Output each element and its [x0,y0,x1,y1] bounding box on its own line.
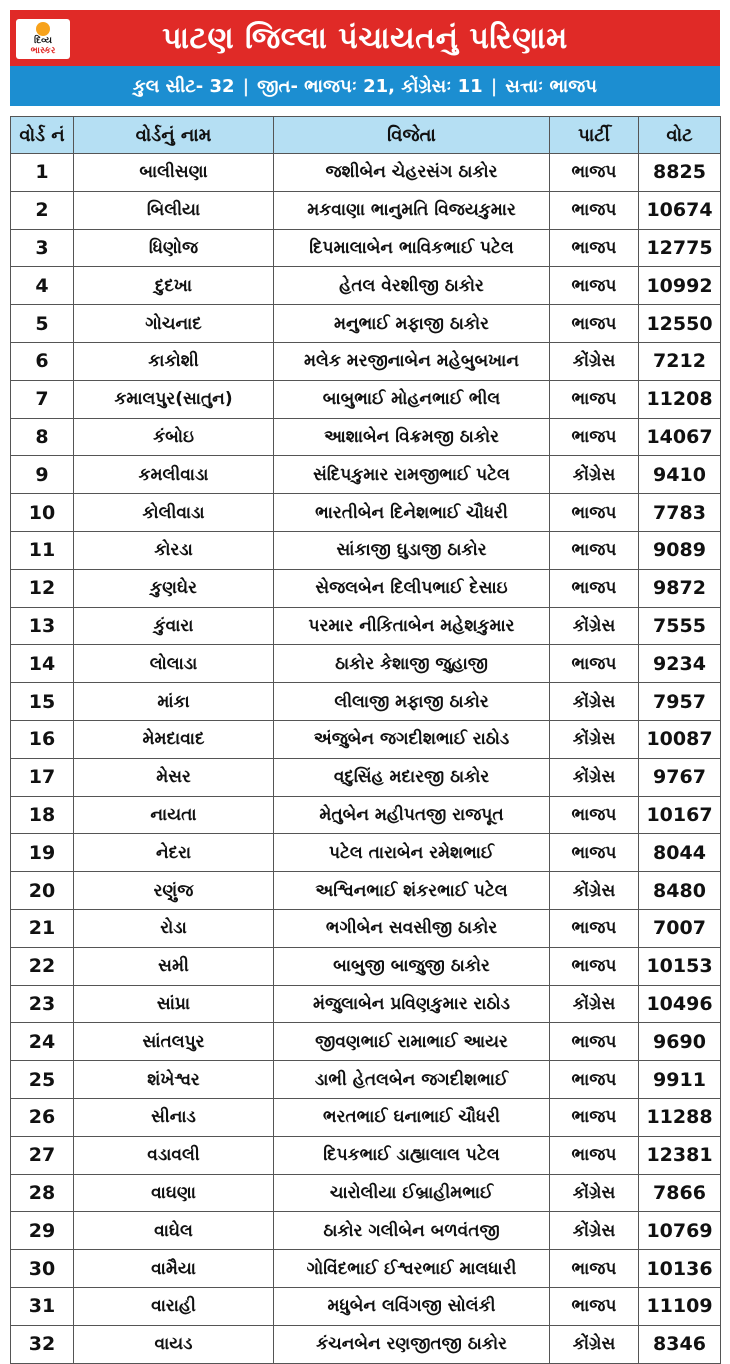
ward-no-cell: 11 [11,531,74,569]
party-cell: કોંગ્રેસ [550,456,639,494]
title-banner [10,10,720,66]
table-row [11,1098,721,1136]
party-cell: કોંગ્રેસ [550,1174,639,1212]
ward-no-cell: 16 [11,720,74,758]
ward-name-cell: રણુંજ [74,872,274,910]
ward-name-cell: કમાલપુર(સાતુન) [74,380,274,418]
votes-cell: 11109 [639,1287,721,1325]
votes-cell: 10769 [639,1212,721,1250]
ward-name-cell: બાલીસણા [74,154,274,192]
winner-cell: ડાભી હેતલબેન જગદીશભાઈ [274,1061,550,1099]
ward-no-cell: 25 [11,1061,74,1099]
table-row [11,796,721,834]
table-row [11,494,721,532]
table-row [11,645,721,683]
ward-name-cell: વામૈયા [74,1250,274,1288]
party-cell: ભાજપ [550,154,639,192]
table-row [11,531,721,569]
party-cell: ભાજપ [550,834,639,872]
votes-cell: 8480 [639,872,721,910]
ward-no-cell: 4 [11,267,74,305]
ward-name-cell: મેમદાવાદ [74,720,274,758]
table-row [11,1212,721,1250]
votes-cell: 7212 [639,342,721,380]
table-header-row [11,117,721,154]
table-row [11,1325,721,1363]
votes-cell: 12775 [639,229,721,267]
ward-name-cell: લોલાડા [74,645,274,683]
ward-name-cell: નાયતા [74,796,274,834]
ward-no-cell: 10 [11,494,74,532]
ward-name-cell: બિલીયા [74,191,274,229]
ward-no-cell: 9 [11,456,74,494]
ward-name-cell: કોલીવાડા [74,494,274,532]
table-row [11,1174,721,1212]
votes-cell: 14067 [639,418,721,456]
votes-cell: 10674 [639,191,721,229]
ward-name-cell: કાકોશી [74,342,274,380]
party-cell: ભાજપ [550,909,639,947]
votes-cell: 12381 [639,1136,721,1174]
ward-no-cell: 20 [11,872,74,910]
winner-cell: ભારતીબેન દિનેશભાઈ ચૌધરી [274,494,550,532]
votes-cell: 7866 [639,1174,721,1212]
ward-name-cell: કોરડા [74,531,274,569]
votes-cell: 8044 [639,834,721,872]
winner-cell: મધુબેન લવિંગજી સોલંકી [274,1287,550,1325]
votes-cell: 10153 [639,947,721,985]
table-row [11,342,721,380]
header-winner: વિજેતા [274,117,550,154]
ward-no-cell: 29 [11,1212,74,1250]
party-cell: ભાજપ [550,1250,639,1288]
party-cell: ભાજપ [550,1061,639,1099]
table-row [11,1287,721,1325]
header-votes: વોટ [639,117,721,154]
party-cell: ભાજપ [550,305,639,343]
ward-no-cell: 3 [11,229,74,267]
votes-cell: 7783 [639,494,721,532]
party-cell: ભાજપ [550,531,639,569]
party-cell: ભાજપ [550,645,639,683]
table-row [11,380,721,418]
votes-cell: 11288 [639,1098,721,1136]
won-seats: જીત- ભાજપઃ 21, કોંગ્રેસઃ 11 [257,75,483,97]
divider: | [490,75,498,97]
votes-cell: 10087 [639,720,721,758]
party-cell: ભાજપ [550,1098,639,1136]
party-cell: ભાજપ [550,1136,639,1174]
winner-cell: મલેક મરજીનાબેન મહેબુબખાન [274,342,550,380]
table-row [11,872,721,910]
ward-name-cell: રોડા [74,909,274,947]
winner-cell: અશ્વિનભાઈ શંકરભાઈ પટેલ [274,872,550,910]
ward-no-cell: 7 [11,380,74,418]
party-cell: કોંગ્રેસ [550,342,639,380]
ward-name-cell: સાંપ્રા [74,985,274,1023]
winner-cell: મેતુબેન મહીપતજી રાજપૂત [274,796,550,834]
table-row [11,154,721,192]
ward-no-cell: 5 [11,305,74,343]
ward-no-cell: 1 [11,154,74,192]
winner-cell: વદુસિંહ મદારજી ઠાકોર [274,758,550,796]
divider: | [242,75,250,97]
ward-no-cell: 32 [11,1325,74,1363]
header-ward-name: વોર્ડનું નામ [74,117,274,154]
party-cell: ભાજપ [550,1287,639,1325]
table-row [11,607,721,645]
party-cell: કોંગ્રેસ [550,1325,639,1363]
winner-cell: ચારોલીયા ઈબ્રાહીમભાઈ [274,1174,550,1212]
ward-name-cell: નેદરા [74,834,274,872]
ward-no-cell: 17 [11,758,74,796]
header-ward-no: વોર્ડ નં [11,117,74,154]
ward-name-cell: શંખેશ્વર [74,1061,274,1099]
ward-name-cell: વડાવલી [74,1136,274,1174]
party-cell: કોંગ્રેસ [550,720,639,758]
winner-cell: ભગીબેન સવસીજી ઠાકોર [274,909,550,947]
ward-no-cell: 15 [11,683,74,721]
table-row [11,1136,721,1174]
votes-cell: 9872 [639,569,721,607]
ward-no-cell: 6 [11,342,74,380]
ward-no-cell: 13 [11,607,74,645]
party-cell: ભાજપ [550,494,639,532]
votes-cell: 9767 [639,758,721,796]
table-row [11,909,721,947]
winner-cell: પટેલ તારાબેન રમેશભાઈ [274,834,550,872]
winner-cell: ગોવિંદભાઈ ઈશ્વરભાઈ માલધારી [274,1250,550,1288]
table-body [11,154,721,1364]
table-row [11,1023,721,1061]
table-row [11,1061,721,1099]
ward-no-cell: 26 [11,1098,74,1136]
votes-cell: 7007 [639,909,721,947]
summary-bar [10,66,720,106]
table-row [11,758,721,796]
votes-cell: 8346 [639,1325,721,1363]
ward-name-cell: કમલીવાડા [74,456,274,494]
votes-cell: 10496 [639,985,721,1023]
ward-no-cell: 22 [11,947,74,985]
ward-name-cell: ધિણોજ [74,229,274,267]
winner-cell: મંજુલાબેન પ્રવિણકુમાર રાઠોડ [274,985,550,1023]
ward-no-cell: 30 [11,1250,74,1288]
party-cell: ભાજપ [550,380,639,418]
ward-name-cell: મેસર [74,758,274,796]
table-row [11,305,721,343]
party-cell: ભાજપ [550,947,639,985]
total-seats: કુલ સીટ- 32 [133,75,235,97]
winner-cell: ઠાકોર કેશાજી જુહાજી [274,645,550,683]
ward-name-cell: વાયડ [74,1325,274,1363]
ward-no-cell: 23 [11,985,74,1023]
ward-no-cell: 28 [11,1174,74,1212]
winner-cell: બાબુભાઈ મોહનભાઈ ભીલ [274,380,550,418]
ward-no-cell: 14 [11,645,74,683]
ward-no-cell: 31 [11,1287,74,1325]
results-table [10,116,721,1364]
winner-cell: સાંકાજી ઘુડાજી ઠાકોર [274,531,550,569]
winner-cell: કંચનબેન રણજીતજી ઠાકોર [274,1325,550,1363]
ward-no-cell: 21 [11,909,74,947]
party-cell: ભાજપ [550,1023,639,1061]
ward-name-cell: કુણઘેર [74,569,274,607]
table-row [11,191,721,229]
votes-cell: 7957 [639,683,721,721]
table-row [11,569,721,607]
ward-name-cell: ગોચનાદ [74,305,274,343]
party-cell: કોંગ્રેસ [550,985,639,1023]
ward-name-cell: સીનાડ [74,1098,274,1136]
party-cell: કોંગ્રેસ [550,683,639,721]
votes-cell: 10136 [639,1250,721,1288]
table-row [11,267,721,305]
votes-cell: 7555 [639,607,721,645]
power-party: સત્તાઃ ભાજપ [505,75,597,97]
votes-cell: 9410 [639,456,721,494]
party-cell: કોંગ્રેસ [550,1212,639,1250]
winner-cell: જશીબેન ચેહરસંગ ઠાકોર [274,154,550,192]
header-party: પાર્ટી [550,117,639,154]
table-row [11,947,721,985]
ward-no-cell: 2 [11,191,74,229]
page-title: પાટણ જિલ્લા પંચાયતનું પરિણામ [162,20,568,56]
table-row [11,683,721,721]
party-cell: ભાજપ [550,796,639,834]
ward-name-cell: સમી [74,947,274,985]
votes-cell: 10992 [639,267,721,305]
party-cell: ભાજપ [550,229,639,267]
party-cell: ભાજપ [550,191,639,229]
ward-name-cell: માંકા [74,683,274,721]
ward-name-cell: કુંવારા [74,607,274,645]
party-cell: કોંગ્રેસ [550,607,639,645]
ward-no-cell: 27 [11,1136,74,1174]
votes-cell: 8825 [639,154,721,192]
votes-cell: 11208 [639,380,721,418]
logo-line1: દિવ્ય [34,36,52,46]
ward-no-cell: 12 [11,569,74,607]
logo-line2: ભાસ્કર [30,46,56,56]
votes-cell: 10167 [639,796,721,834]
winner-cell: સંદિપકુમાર રામજીભાઈ પટેલ [274,456,550,494]
table-row [11,418,721,456]
ward-name-cell: દુદખા [74,267,274,305]
winner-cell: દિપમાલાબેન ભાવિકભાઈ પટેલ [274,229,550,267]
table-row [11,1250,721,1288]
winner-cell: જીવણભાઈ રામાભાઈ આયર [274,1023,550,1061]
ward-name-cell: વાઘેલ [74,1212,274,1250]
party-cell: ભાજપ [550,418,639,456]
winner-cell: ભરતભાઈ ઘનાભાઈ ચૌધરી [274,1098,550,1136]
ward-no-cell: 19 [11,834,74,872]
ward-no-cell: 8 [11,418,74,456]
winner-cell: આશાબેન વિક્રમજી ઠાકોર [274,418,550,456]
table-row [11,985,721,1023]
winner-cell: બાબુજી બાજુજી ઠાકોર [274,947,550,985]
party-cell: કોંગ્રેસ [550,872,639,910]
party-cell: ભાજપ [550,569,639,607]
ward-name-cell: સાંતલપુર [74,1023,274,1061]
winner-cell: સેજલબેન દિલીપભાઈ દેસાઇ [274,569,550,607]
winner-cell: મકવાણા ભાનુમતિ વિજયકુમાર [274,191,550,229]
ward-name-cell: કંબોઇ [74,418,274,456]
winner-cell: હેતલ વેરશીજી ઠાકોર [274,267,550,305]
ward-name-cell: વાઘણા [74,1174,274,1212]
winner-cell: અંજુબેન જગદીશભાઈ રાઠોડ [274,720,550,758]
table-row [11,456,721,494]
party-cell: ભાજપ [550,267,639,305]
ward-name-cell: વારાહી [74,1287,274,1325]
winner-cell: દિપકભાઈ ડાહ્યાલાલ પટેલ [274,1136,550,1174]
ward-no-cell: 24 [11,1023,74,1061]
votes-cell: 9089 [639,531,721,569]
sun-icon [36,22,50,36]
table-row [11,229,721,267]
winner-cell: લીલાજી મફાજી ઠાકોર [274,683,550,721]
divya-bhaskar-logo [16,19,70,59]
votes-cell: 9690 [639,1023,721,1061]
winner-cell: મનુભાઈ મફાજી ઠાકોર [274,305,550,343]
votes-cell: 12550 [639,305,721,343]
table-row [11,834,721,872]
votes-cell: 9234 [639,645,721,683]
table-row [11,720,721,758]
ward-no-cell: 18 [11,796,74,834]
winner-cell: ઠાકોર ગલીબેન બળવંતજી [274,1212,550,1250]
party-cell: કોંગ્રેસ [550,758,639,796]
winner-cell: પરમાર નીકિતાબેન મહેશકુમાર [274,607,550,645]
votes-cell: 9911 [639,1061,721,1099]
